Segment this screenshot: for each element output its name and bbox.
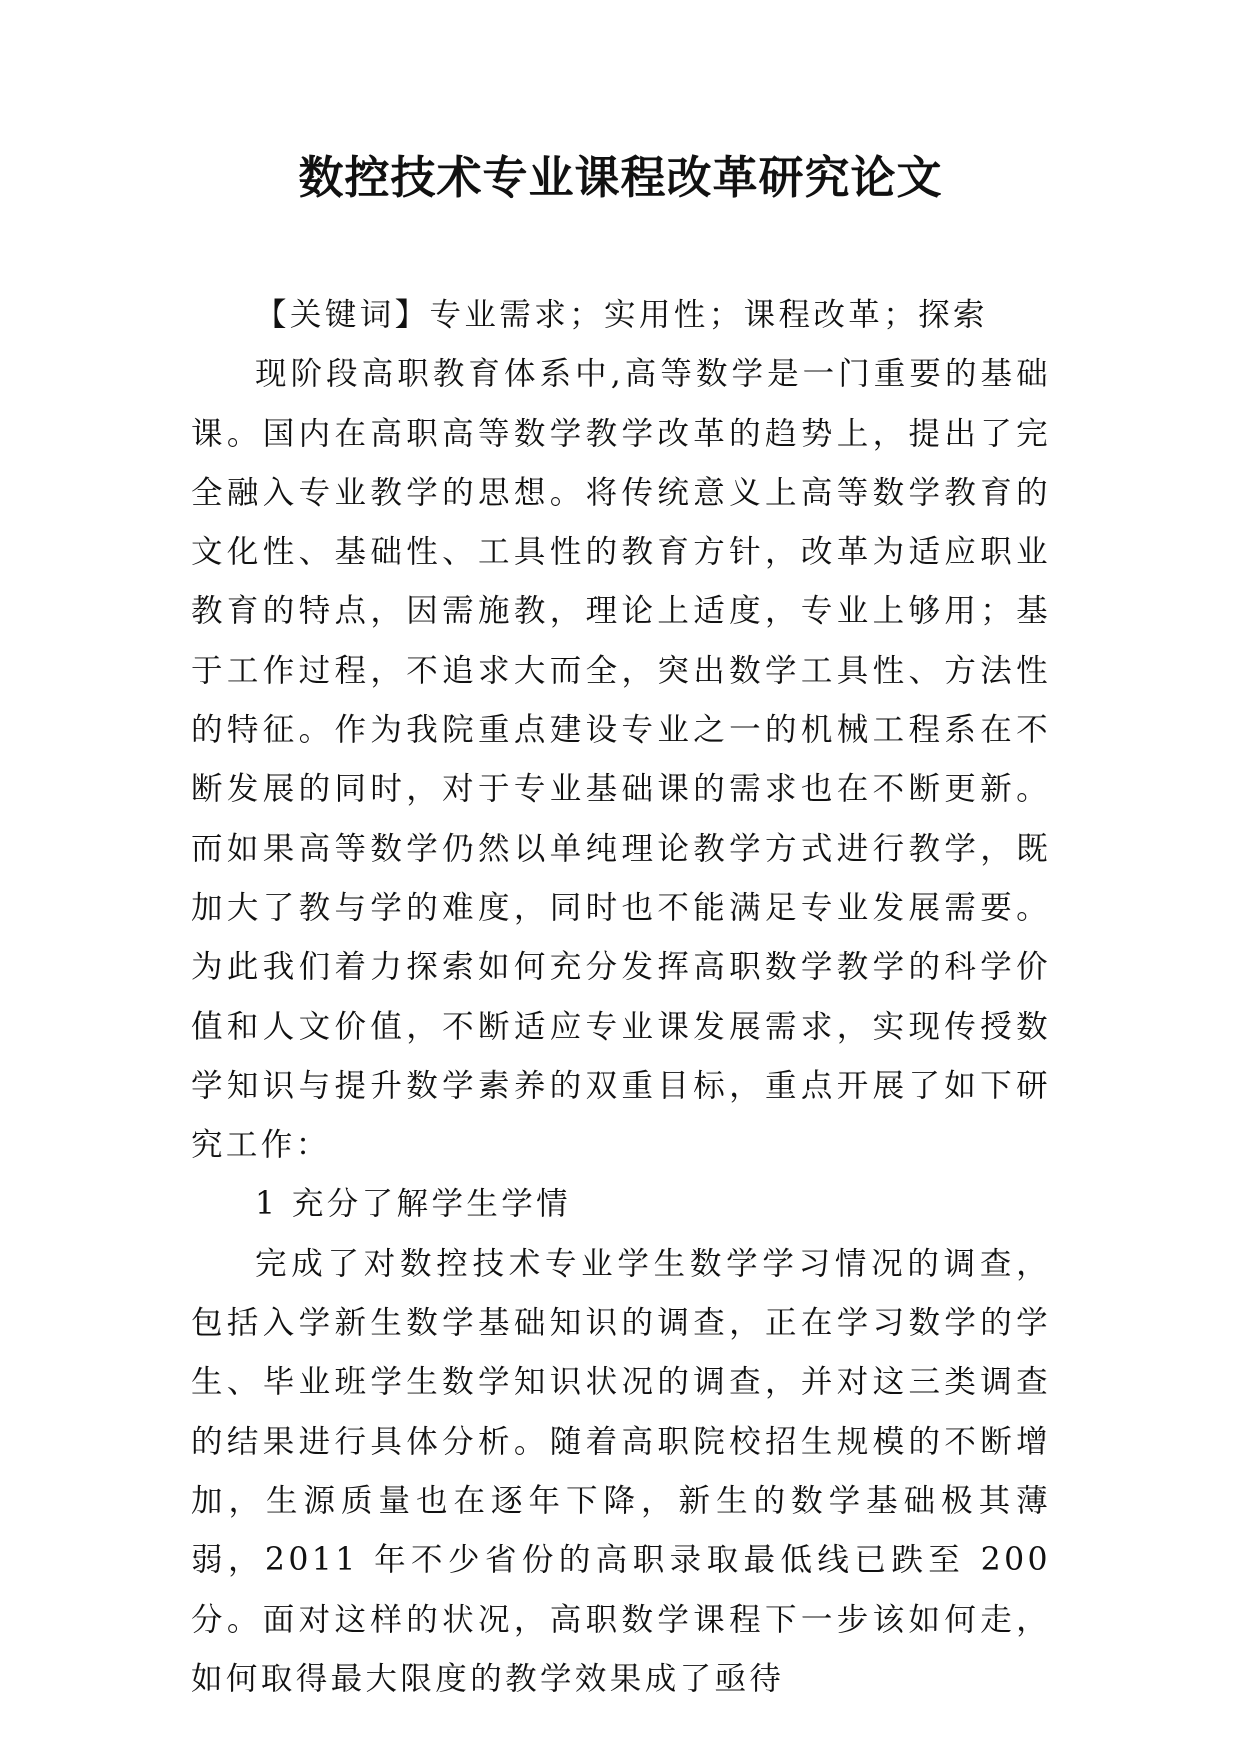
body-paragraph: 完成了对数控技术专业学生数学学习情况的调查，包括入学新生数学基础知识的调查，正在学习数学的学生、毕业班学生数学知识状况的调查，并对这三类调查的结果进行具体分析。随着高职院校招生规模的不断增加，生源质量也在逐年下降，新生的数学基础极其薄弱，2011 年不少省份的高职录取最低线已跌至 200 分。面对这样的状况，高职数学课程下一步该如何走，如何取得最大限度的教学效果成了亟待 xyxy=(191,1245,1051,1697)
keywords-line: 【关键词】专业需求；实用性；课程改革；探索 xyxy=(255,297,988,333)
section-heading: 1 充分了解学生学情 xyxy=(255,1186,572,1223)
body-paragraph: 现阶段高职教育体系中,高等数学是一门重要的基础课。国内在高职高等数学教学改革的趋势上，提出了完全融入专业教学的思想。将传统意义上高等数学教育的文化性、基础性、工具性的教育方针，改革为适应职业教育的特点，因需施教，理论上适度，专业上够用；基于工作过程，不追求大而全，突出数学工具性、方法性的特征。作为我院重点建设专业之一的机械工程系在不断发展的同时，对于专业基础课的需求也在不断更新。而如果高等数学仍然以单纯理论教学方式进行教学，既加大了教与学的难度，同时也不能满足专业发展需要。为此我们着力探索如何充分发挥高职数学教学的科学价值和人文价值，不断适应专业课发展需求，实现传授数学知识与提升数学素养的双重目标，重点开展了如下研究工作： xyxy=(191,356,1051,1164)
document-body xyxy=(191,286,1051,1709)
page-title: 数控技术专业课程改革研究论文 xyxy=(298,151,943,204)
